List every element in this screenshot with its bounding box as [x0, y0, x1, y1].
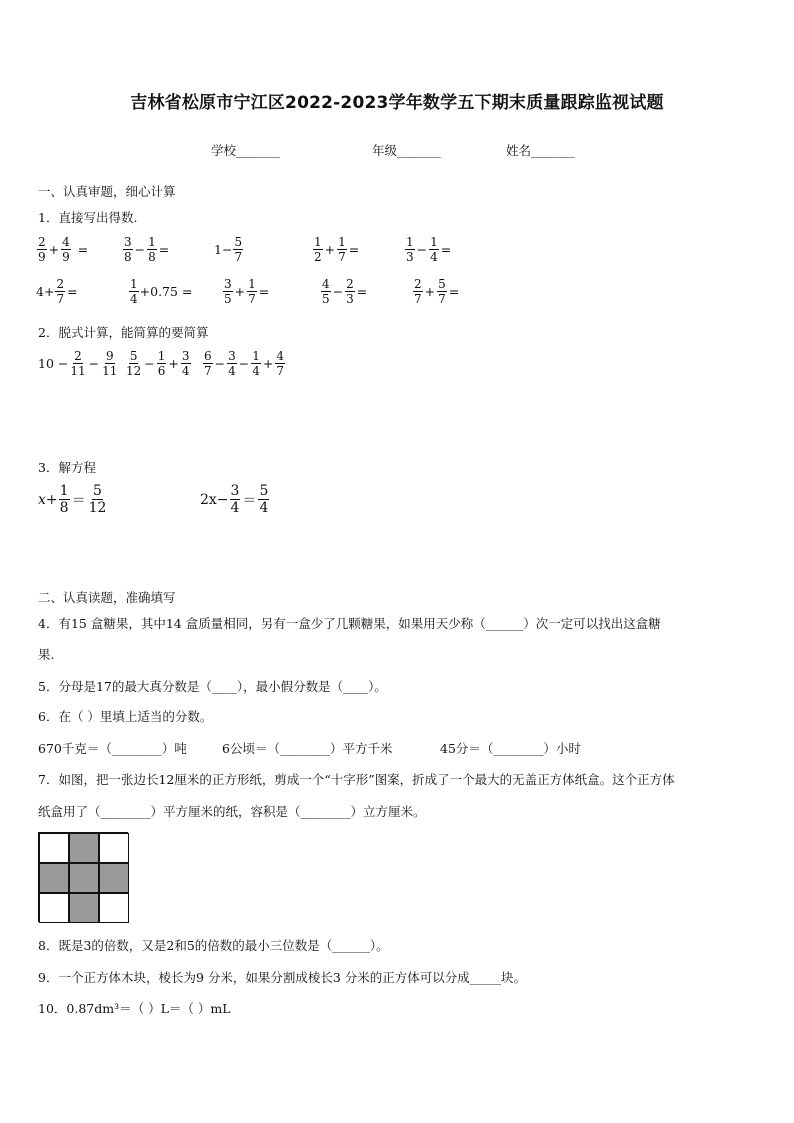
- q2-expr-2: $\frac{5}{12}$ − $\frac{1}{6}$ + $\frac{3}{4}$: [126, 349, 190, 378]
- question-2-label: 2．脱式计算，能简算的要简算: [38, 325, 209, 340]
- question-7-line-1: 7．如图，把一张边长12厘米的正方形纸，剪成一个“十字形”图案，折成了一个最大的无盖正方体纸盒。这个正方体: [38, 772, 675, 787]
- q1-expr-10: $\frac{2}{7}$ + $\frac{5}{7}$ =: [414, 277, 460, 306]
- grid-cell-shaded: [69, 833, 99, 863]
- question-3-label: 3．解方程: [38, 460, 96, 475]
- q3-equation-1: x+ $\frac{1}{8}$ ＝ $\frac{5}{12}$: [38, 483, 107, 516]
- q2-expr-1: 10 − $\frac{2}{11}$ − $\frac{9}{11}$: [38, 349, 118, 378]
- question-10: 10．0.87dm³＝（ ）L＝（ ）mL: [38, 1001, 231, 1016]
- q2-expr-3: $\frac{6}{7}$ − $\frac{3}{4}$ − $\frac{1}{4}$ + $\frac{4}{7}$: [204, 349, 285, 378]
- grid-cell-shaded: [69, 863, 99, 893]
- q1-expr-4: $\frac{1}{2}$ + $\frac{1}{7}$ =: [314, 235, 360, 264]
- cross-pattern-figure: [38, 832, 128, 922]
- q1-expr-7: $\frac{1}{4}$ +0.75 =: [130, 277, 193, 306]
- question-4-line-2: 果.: [38, 647, 55, 662]
- question-1-label: 1．直接写出得数.: [38, 210, 138, 225]
- question-7-line-2: 纸盒用了（________）平方厘米的纸，容积是（________）立方厘米。: [38, 804, 426, 819]
- question-6-item-3: 45分＝（________）小时: [440, 741, 581, 756]
- grid-cell: [39, 893, 69, 923]
- grade-field: 年级_______: [372, 143, 441, 158]
- grid-cell: [99, 833, 129, 863]
- q1-expr-1: $\frac{2}{9}$ + $\frac{4}{9}$ =: [38, 235, 89, 264]
- name-field: 姓名_______: [506, 143, 575, 158]
- q1-expr-9: $\frac{4}{5}$ − $\frac{2}{3}$ =: [322, 277, 368, 306]
- page-title: 吉林省松原市宁江区2022-2023学年数学五下期末质量跟踪监视试题: [130, 93, 664, 113]
- question-6-item-2: 6公顷＝（________）平方千米: [222, 741, 393, 756]
- school-field: 学校_______: [211, 143, 280, 158]
- question-5: 5．分母是17的最大真分数是（____），最小假分数是（____）。: [38, 679, 387, 694]
- question-4-line-1: 4．有15 盒糖果，其中14 盒质量相同，另有一盒少了几颗糖果，如果用天少称（______）次一定可以找出这盒糖: [38, 616, 661, 631]
- question-9: 9．一个正方体木块，棱长为9 分米，如果分割成棱长3 分米的正方体可以分成_____块。: [38, 970, 527, 985]
- q1-expr-2: $\frac{3}{8}$ − $\frac{1}{8}$ =: [124, 235, 170, 264]
- name-blank: _______: [531, 143, 575, 158]
- q1-expr-6: 4+ $\frac{2}{7}$ =: [36, 277, 78, 306]
- grid-cell: [99, 893, 129, 923]
- question-6-label: 6．在（ ）里填上适当的分数。: [38, 709, 213, 724]
- q3-equation-2: 2x− $\frac{3}{4}$ ＝ $\frac{5}{4}$: [200, 483, 269, 516]
- section-2-heading: 二、认真读题，准确填写: [38, 590, 176, 605]
- q1-expr-5: $\frac{1}{3}$ − $\frac{1}{4}$ =: [406, 235, 452, 264]
- school-blank: _______: [236, 143, 280, 158]
- question-8: 8．既是3的倍数，又是2和5的倍数的最小三位数是（______）。: [38, 938, 389, 953]
- q1-expr-3: 1− $\frac{5}{7}$: [214, 235, 243, 264]
- grid-cell-shaded: [39, 863, 69, 893]
- grid-cell: [39, 833, 69, 863]
- grade-blank: _______: [397, 143, 441, 158]
- q1-expr-8: $\frac{3}{5}$ + $\frac{1}{7}$ =: [224, 277, 270, 306]
- grid-cell-shaded: [69, 893, 99, 923]
- section-1-heading: 一、认真审题，细心计算: [38, 184, 176, 199]
- question-6-item-1: 670千克＝（________）吨: [38, 741, 187, 756]
- grid-cell-shaded: [99, 863, 129, 893]
